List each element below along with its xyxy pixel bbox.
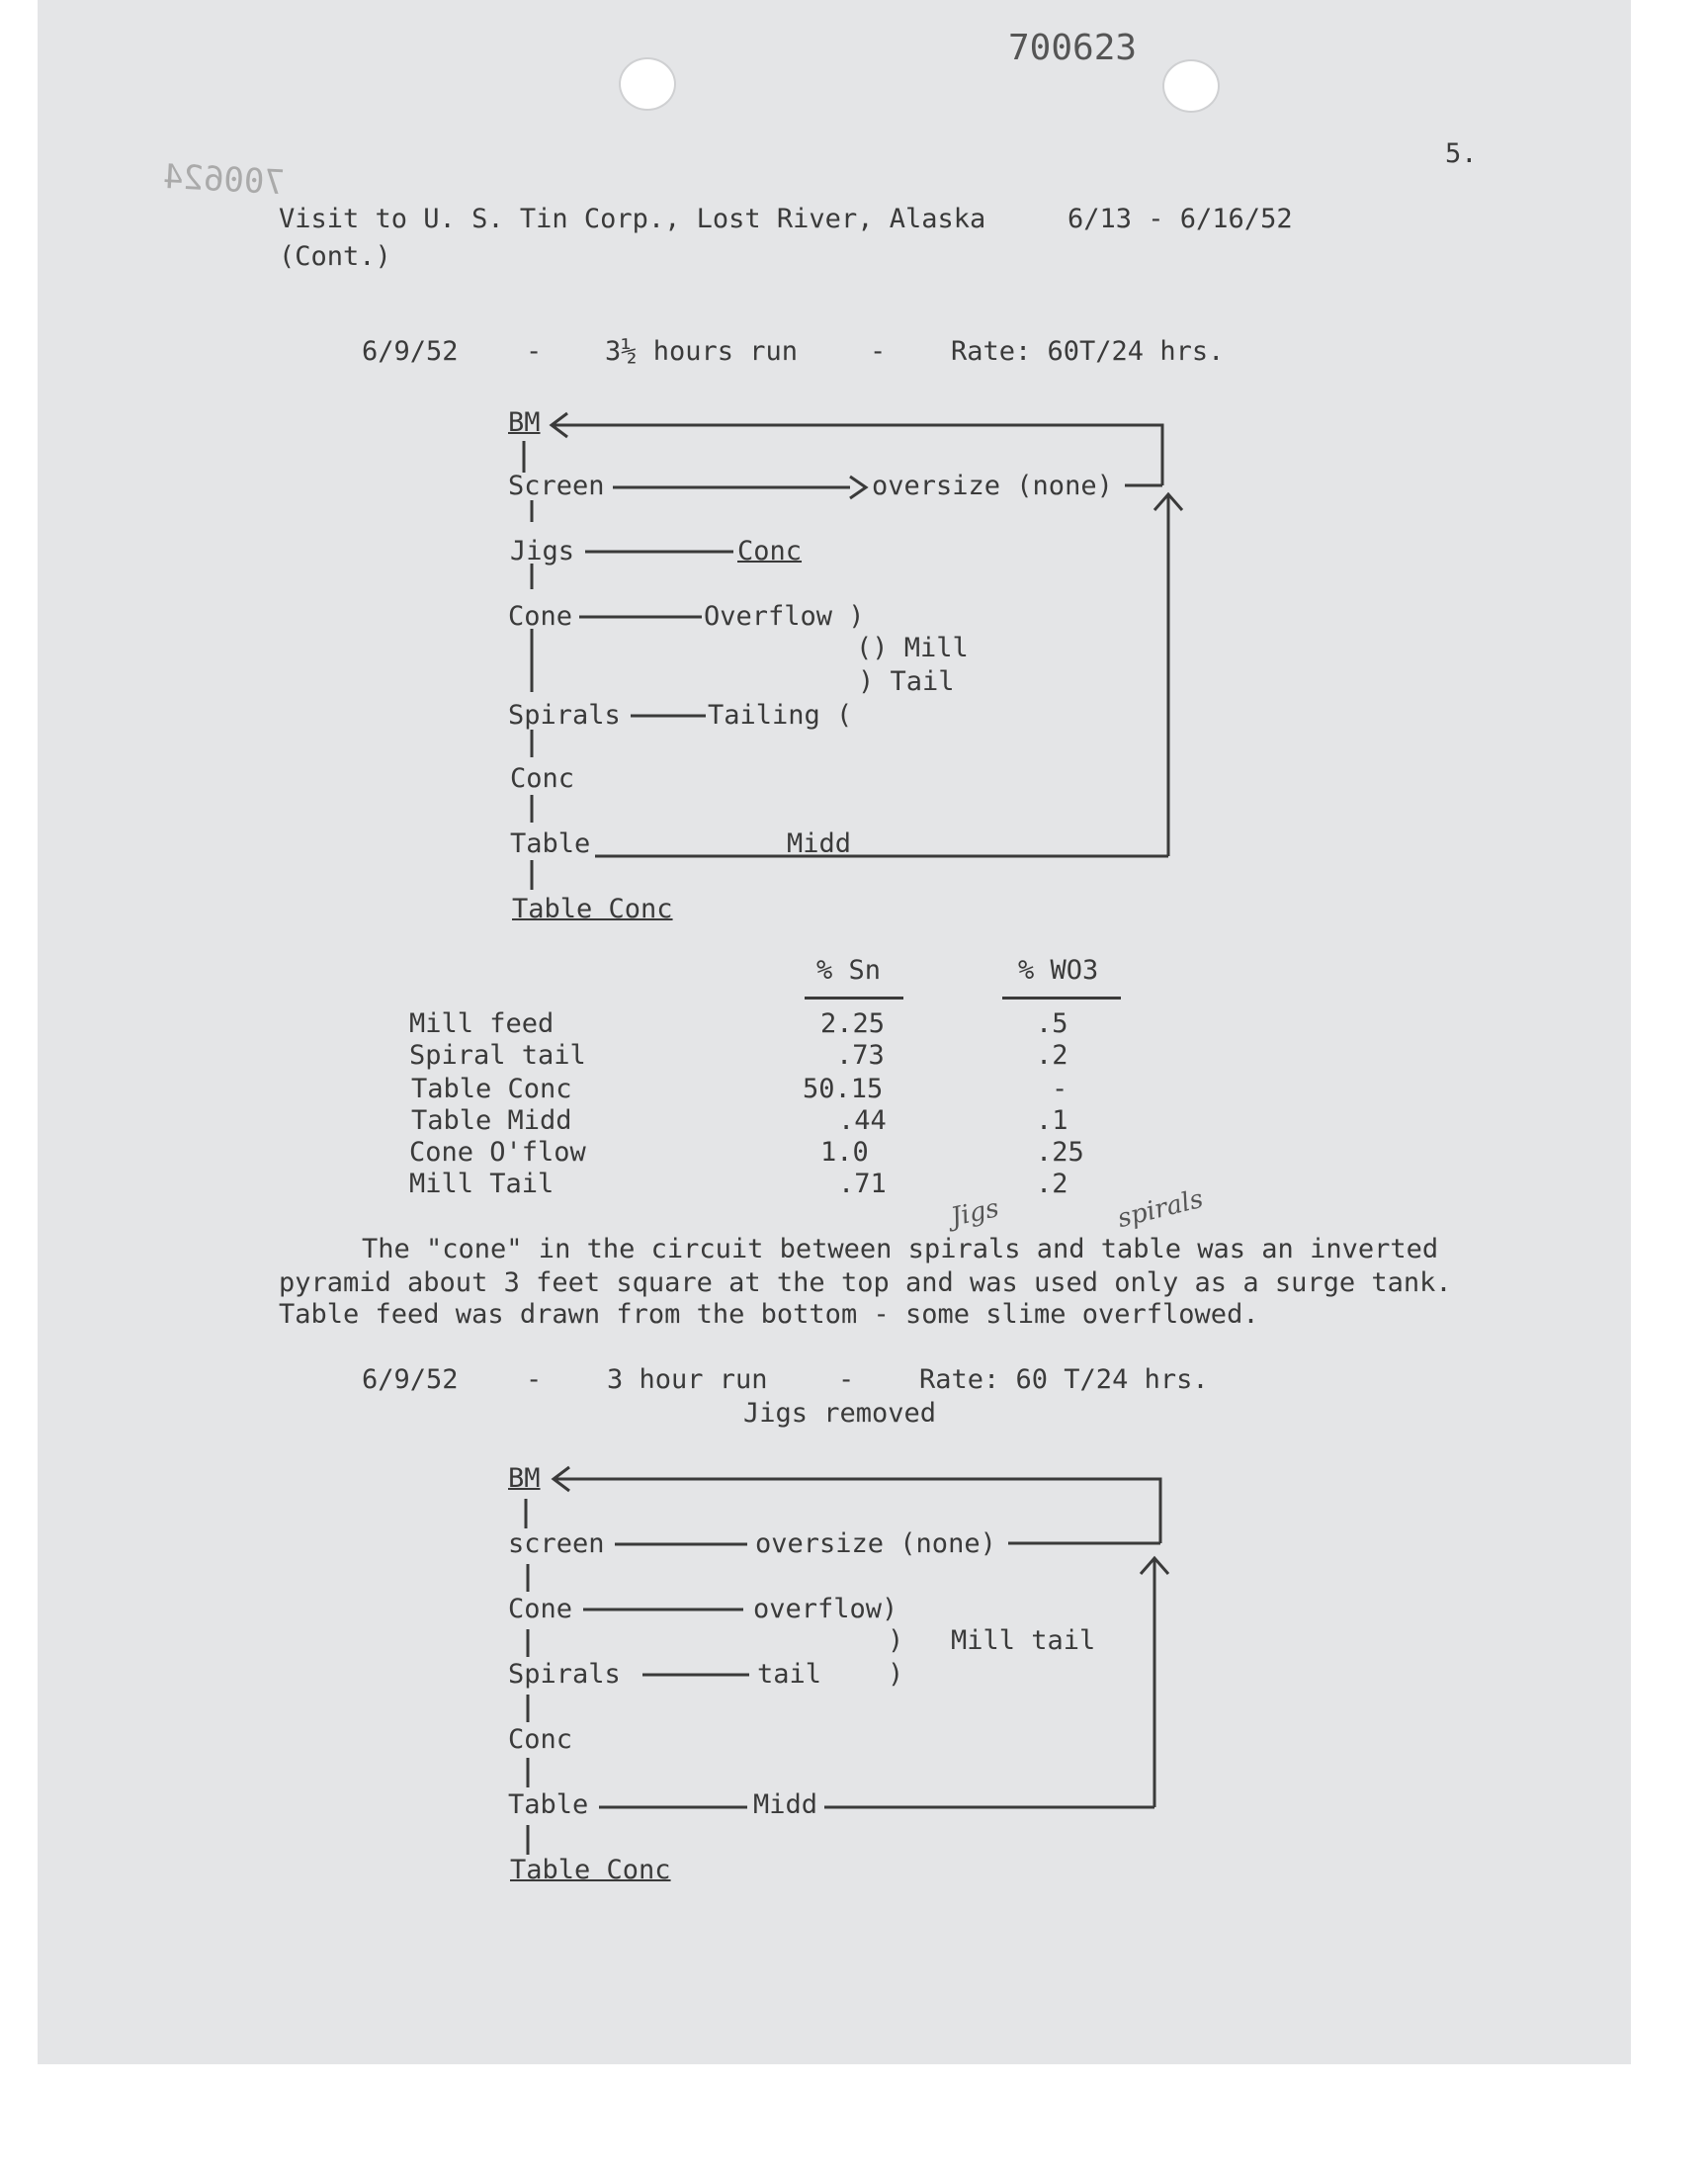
flow2-paren-1: )	[888, 1625, 904, 1656]
table-header-sn: % Sn	[816, 955, 882, 986]
table-row-sn: 50.15	[803, 1074, 884, 1104]
table-row-wo3: -	[1052, 1074, 1068, 1104]
flow2-spirals: Spirals	[508, 1659, 621, 1690]
page-number: 5.	[1445, 138, 1478, 169]
run1-date: 6/9/52	[362, 336, 459, 367]
mirrored-number-stamp: 700624	[162, 156, 286, 204]
header-dates: 6/13 - 6/16/52	[1068, 204, 1293, 234]
table-row-sn: .44	[838, 1105, 887, 1136]
header-continued: (Cont.)	[279, 241, 391, 272]
table-row-label: Table Midd	[411, 1105, 572, 1136]
table-row-sn: 1.0	[820, 1137, 869, 1168]
run2-duration: 3 hour run	[607, 1364, 768, 1395]
table-row-sn: .73	[836, 1040, 885, 1071]
run2-date: 6/9/52	[362, 1364, 459, 1395]
table-row-wo3: .1	[1036, 1105, 1068, 1136]
table-header-wo3: % WO3	[1018, 955, 1099, 986]
table-row-label: Table Conc	[411, 1074, 572, 1104]
run1-dash-1: -	[526, 336, 543, 367]
flow2-paren-2: )	[888, 1659, 904, 1690]
flow1-overflow: Overflow )	[704, 601, 865, 632]
flow2-cone: Cone	[508, 1594, 573, 1624]
flow1-ball-mill: BM	[508, 407, 541, 438]
flow2-overflow: overflow)	[753, 1594, 898, 1624]
table-row-label: Mill feed	[409, 1008, 555, 1039]
table-row-wo3: .25	[1036, 1137, 1084, 1168]
flow1-tail: ) Tail	[858, 666, 955, 697]
flow2-tail: tail	[757, 1659, 822, 1690]
table-row-wo3: .5	[1036, 1008, 1068, 1039]
flow1-conc: Conc	[510, 763, 575, 794]
header-title: Visit to U. S. Tin Corp., Lost River, Alaska	[279, 204, 986, 234]
table-row-label: Spiral tail	[409, 1040, 586, 1071]
flow1-screen: Screen	[508, 471, 605, 501]
run2-note: Jigs removed	[743, 1398, 937, 1429]
paragraph-line-1: The "cone" in the circuit between spirals and table was an inverted	[362, 1234, 1439, 1264]
paragraph-line-2: pyramid about 3 feet square at the top and was used only as a surge tank.	[279, 1267, 1452, 1298]
handwritten-note-jigs: Jigs	[948, 1193, 1002, 1233]
run1-duration: 3½ hours run	[605, 336, 799, 367]
flow1-jigs-conc: Conc	[737, 536, 803, 566]
flow2-conc: Conc	[508, 1724, 573, 1755]
table-row-sn: .71	[838, 1169, 887, 1199]
table-row-label: Mill Tail	[409, 1169, 555, 1199]
run2-dash-1: -	[526, 1364, 543, 1395]
flow1-tailing: Tailing (	[708, 700, 853, 731]
flow1-table: Table	[510, 828, 591, 859]
handwritten-note-spirals: spirals	[1114, 1183, 1207, 1235]
flow1-mill: () Mill	[856, 633, 969, 663]
flow1-jigs: Jigs	[510, 536, 575, 566]
table-row-wo3: .2	[1036, 1040, 1068, 1071]
run2-dash-2: -	[838, 1364, 855, 1395]
run2-rate: Rate: 60 T/24 hrs.	[919, 1364, 1209, 1395]
flow1-cone: Cone	[508, 601, 573, 632]
table-row-label: Cone O'flow	[409, 1137, 586, 1168]
table-row-wo3: .2	[1036, 1169, 1068, 1199]
run1-dash-2: -	[870, 336, 887, 367]
flow1-midd: Midd	[787, 828, 852, 859]
flow2-midd: Midd	[753, 1789, 818, 1820]
flow1-oversize: oversize (none)	[872, 471, 1113, 501]
table-row-sn: 2.25	[820, 1008, 886, 1039]
flow2-oversize: oversize (none)	[755, 1528, 996, 1559]
flow2-table: Table	[508, 1789, 589, 1820]
run1-rate: Rate: 60T/24 hrs.	[951, 336, 1225, 367]
paragraph-line-3: Table feed was drawn from the bottom - some slime overflowed.	[279, 1299, 1259, 1330]
flow2-ball-mill: BM	[508, 1463, 541, 1494]
flow2-screen: screen	[508, 1528, 605, 1559]
flow2-table-conc: Table Conc	[510, 1855, 671, 1885]
flow1-table-conc: Table Conc	[512, 894, 673, 924]
flow1-spirals: Spirals	[508, 700, 621, 731]
document-number-stamp: 700623	[1008, 28, 1138, 68]
flow2-mill-tail: Mill tail	[951, 1625, 1096, 1656]
